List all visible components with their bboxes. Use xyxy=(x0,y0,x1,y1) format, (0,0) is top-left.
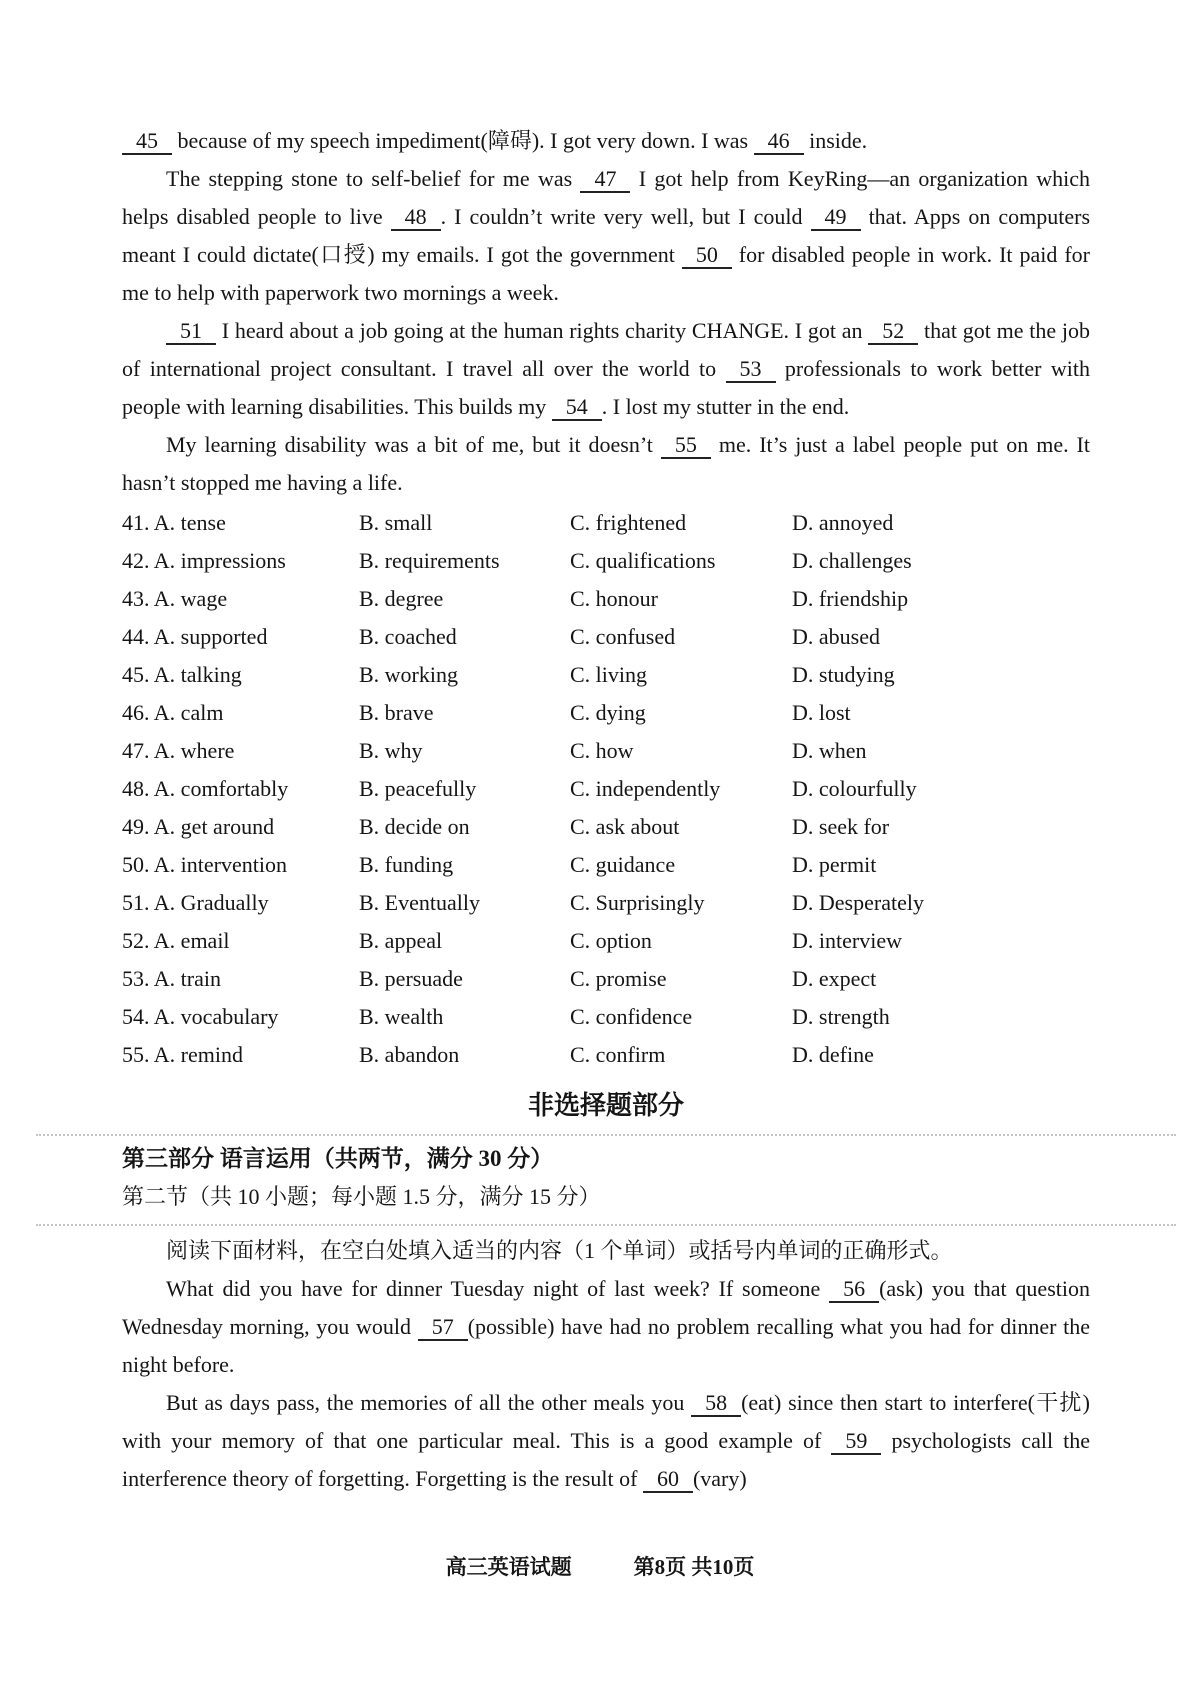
option-54-d: D. strength xyxy=(792,1004,890,1029)
passage-paragraph: What did you have for dinner Tuesday night of last week? If someone 56 (ask) you that question Wednesday morning, you would 57 (possible) have had no problem recalling what you had for dinner the night before. xyxy=(122,1276,1091,1377)
option-51-d: D. Desperately xyxy=(792,890,924,915)
blank-45: 45 xyxy=(122,128,172,155)
option-44-d: D. abused xyxy=(792,624,880,649)
blank-47: 47 xyxy=(580,166,630,193)
blank-52: 52 xyxy=(868,318,918,345)
option-49-a: 49. A. get around xyxy=(122,814,275,839)
option-41-b: B. small xyxy=(359,510,433,535)
option-43-a: 43. A. wage xyxy=(122,586,228,611)
gap-fill-passage xyxy=(122,1270,1090,1498)
option-50-b: B. funding xyxy=(359,852,454,877)
passage-paragraph: 45 because of my speech impediment(障碍). I got very down. I was 46 inside. xyxy=(122,122,1090,160)
option-42-b: B. requirements xyxy=(359,548,500,573)
blank-49: 49 xyxy=(811,204,861,231)
option-44-b: B. coached xyxy=(359,624,457,649)
option-43-c: C. honour xyxy=(570,586,658,611)
dotted-divider-bottom xyxy=(36,1224,1176,1226)
dotted-divider-top xyxy=(36,1134,1176,1136)
option-row-55 xyxy=(122,1036,1090,1074)
option-row-46 xyxy=(122,694,1090,732)
option-55-d: D. define xyxy=(792,1042,874,1067)
option-47-c: C. how xyxy=(570,738,634,763)
option-52-c: C. option xyxy=(570,928,652,953)
option-45-d: D. studying xyxy=(792,662,895,687)
option-46-b: B. brave xyxy=(359,700,434,725)
blank-53: 53 xyxy=(726,356,776,383)
option-47-b: B. why xyxy=(359,738,423,763)
option-50-a: 50. A. intervention xyxy=(122,852,287,877)
blank-50: 50 xyxy=(682,242,732,269)
option-45-c: C. living xyxy=(570,662,648,687)
page-footer xyxy=(0,1552,1200,1582)
option-50-d: D. permit xyxy=(792,852,877,877)
cloze-passage xyxy=(122,122,1090,502)
option-52-a: 52. A. email xyxy=(122,928,230,953)
option-41-a: 41. A. tense xyxy=(122,510,226,535)
part3-header: 第三部分 语言运用（共两节，满分 30 分） xyxy=(122,1146,554,1171)
blank-60: 60 xyxy=(643,1466,693,1493)
option-44-c: C. confused xyxy=(570,624,676,649)
blank-46: 46 xyxy=(754,128,804,155)
option-51-a: 51. A. Gradually xyxy=(122,890,269,915)
section2-instructions: 阅读下面材料，在空白处填入适当的内容（1 个单词）或括号内单词的正确形式。 xyxy=(166,1238,953,1263)
passage-paragraph: My learning disability was a bit of me, but it doesn’t 55 me. It’s just a label people put on me. It hasn’t stopped me having a life. xyxy=(122,432,1090,495)
option-51-c: C. Surprisingly xyxy=(570,890,705,915)
option-44-a: 44. A. supported xyxy=(122,624,268,649)
option-48-b: B. peacefully xyxy=(359,776,477,801)
option-54-a: 54. A. vocabulary xyxy=(122,1004,279,1029)
option-42-a: 42. A. impressions xyxy=(122,548,286,573)
option-48-d: D. colourfully xyxy=(792,776,917,801)
blank-59: 59 xyxy=(831,1428,881,1455)
option-row-50 xyxy=(122,846,1090,884)
option-52-b: B. appeal xyxy=(359,928,443,953)
option-48-c: C. independently xyxy=(570,776,721,801)
option-46-a: 46. A. calm xyxy=(122,700,224,725)
option-55-a: 55. A. remind xyxy=(122,1042,243,1067)
option-53-d: D. expect xyxy=(792,966,877,991)
option-53-b: B. persuade xyxy=(359,966,463,991)
option-49-d: D. seek for xyxy=(792,814,890,839)
option-50-c: C. guidance xyxy=(570,852,676,877)
option-55-b: B. abandon xyxy=(359,1042,460,1067)
option-row-54 xyxy=(122,998,1090,1036)
option-51-b: B. Eventually xyxy=(359,890,480,915)
blank-55: 55 xyxy=(661,432,711,459)
option-45-b: B. working xyxy=(359,662,458,687)
blank-58: 58 xyxy=(691,1390,741,1417)
option-43-b: B. degree xyxy=(359,586,444,611)
option-46-c: C. dying xyxy=(570,700,646,725)
non-mcq-section-title: 非选择题部分 xyxy=(527,1091,684,1120)
option-row-43 xyxy=(122,580,1090,618)
blank-48: 48 xyxy=(391,204,441,231)
option-49-c: C. ask about xyxy=(570,814,680,839)
passage-paragraph: The stepping stone to self-belief for me was 47 I got help from KeyRing—an organization which helps disabled people to live 48 . I couldn’t write very well, but I could 49 that. Apps on computers meant I could dictate(口授) my emails. I got the government 50 for disabled people in work. It paid for me to help with paperwork two mornings a week. xyxy=(122,166,1091,305)
option-53-a: 53. A. train xyxy=(122,966,221,991)
option-45-a: 45. A. talking xyxy=(122,662,242,687)
blank-57: 57 xyxy=(418,1314,468,1341)
cloze-options-list xyxy=(122,504,1090,1074)
option-row-52 xyxy=(122,922,1090,960)
option-42-d: D. challenges xyxy=(792,548,912,573)
option-row-53 xyxy=(122,960,1090,998)
option-row-47 xyxy=(122,732,1090,770)
option-53-c: C. promise xyxy=(570,966,667,991)
option-47-d: D. when xyxy=(792,738,867,763)
option-41-c: C. frightened xyxy=(570,510,687,535)
option-54-b: B. wealth xyxy=(359,1004,444,1029)
option-48-a: 48. A. comfortably xyxy=(122,776,289,801)
option-47-a: 47. A. where xyxy=(122,738,235,763)
option-row-48 xyxy=(122,770,1090,808)
blank-56: 56 xyxy=(829,1276,879,1303)
option-52-d: D. interview xyxy=(792,928,902,953)
footer-page-info: 第8页 共10页 xyxy=(633,1555,755,1579)
option-46-d: D. lost xyxy=(792,700,851,725)
option-43-d: D. friendship xyxy=(792,586,909,611)
option-41-d: D. annoyed xyxy=(792,510,894,535)
option-row-42 xyxy=(122,542,1090,580)
option-row-45 xyxy=(122,656,1090,694)
option-55-c: C. confirm xyxy=(570,1042,666,1067)
blank-54: 54 xyxy=(552,394,602,421)
section2-sub-header: 第二节（共 10 小题；每小题 1.5 分，满分 15 分） xyxy=(122,1184,601,1209)
passage-paragraph: 51 I heard about a job going at the human rights charity CHANGE. I got an 52 that got me the job of international project consultant. I travel all over the world to 53 professionals to work better with people with learning disabilities. This builds my 54 . I lost my stutter in the end. xyxy=(122,318,1091,419)
option-row-44 xyxy=(122,618,1090,656)
blank-51: 51 xyxy=(166,318,216,345)
option-row-51 xyxy=(122,884,1090,922)
passage-paragraph: But as days pass, the memories of all the other meals you 58 (eat) since then start to interfere(干扰) with your memory of that one particular meal. This is a good example of 59 psychologists call the interference theory of forgetting. Forgetting is the result of 60 (vary) xyxy=(122,1390,1091,1491)
option-42-c: C. qualifications xyxy=(570,548,716,573)
option-row-41 xyxy=(122,504,1090,542)
option-54-c: C. confidence xyxy=(570,1004,693,1029)
option-49-b: B. decide on xyxy=(359,814,470,839)
footer-doc-title: 高三英语试题 xyxy=(445,1555,572,1579)
option-row-49 xyxy=(122,808,1090,846)
